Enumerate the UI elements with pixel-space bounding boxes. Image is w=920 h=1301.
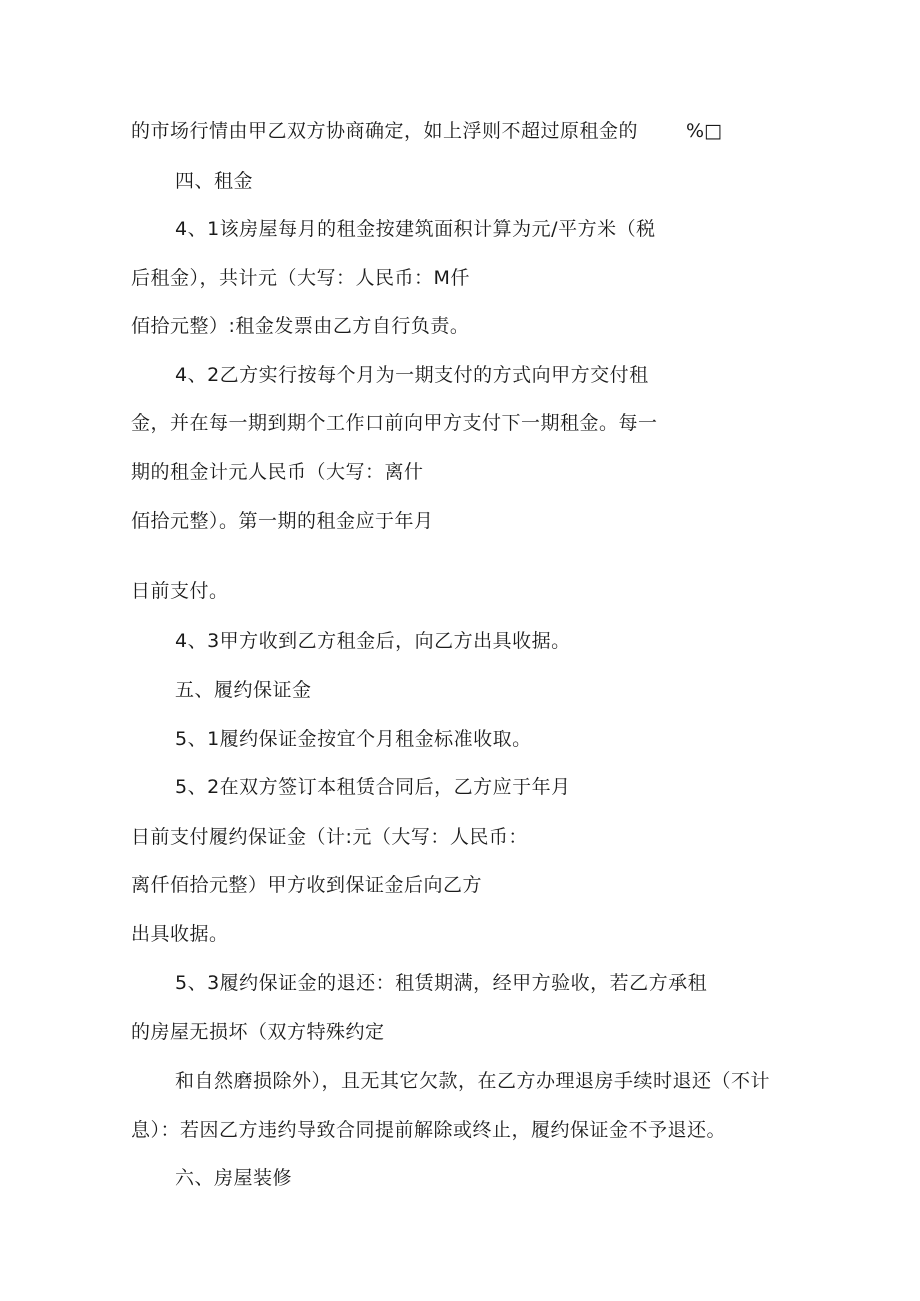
percent-mark: %□ [686, 120, 723, 142]
text-line-17: 出具收据。 [131, 923, 229, 945]
section-heading-rent: 四、租金 [175, 170, 254, 192]
text-line-1: 的市场行情由甲乙双方协商确定，如上浮则不超过原租金的 [131, 120, 639, 142]
text-line-15: 日前支付履约保证金（计:元（大写：人民币： [131, 826, 528, 848]
clause-5-1: 5、1履约保证金按宜个月租金标准收取。 [175, 728, 532, 750]
section-heading-decoration: 六、房屋装修 [175, 1167, 293, 1189]
text-line-20: 和自然磨损除外），且无其它欠款，在乙方办理退房手续时退还（不计 [175, 1070, 771, 1092]
clause-4-3: 4、3甲方收到乙方租金后，向乙方出具收据。 [175, 630, 571, 652]
clause-4-1: 4、1该房屋每月的租金按建筑面积计算为元/平方米（税 [175, 218, 656, 240]
text-line-16: 离仟佰拾元整）甲方收到保证金后向乙方 [131, 874, 483, 896]
text-line-9: 佰拾元整）。第一期的租金应于年月 [131, 510, 434, 532]
text-line-10: 日前支付。 [131, 580, 229, 602]
text-line-4: 后租金），共计元（大写：人民币：M仟 [131, 267, 470, 289]
text-line-5: 佰拾元整）:租金发票由乙方自行负责。 [131, 315, 470, 337]
clause-5-3: 5、3履约保证金的退还：租赁期满，经甲方验收，若乙方承租 [175, 972, 708, 994]
clause-5-2: 5、2在双方签订本租赁合同后，乙方应于年月 [175, 776, 571, 798]
section-heading-deposit: 五、履约保证金 [175, 679, 312, 701]
text-line-7: 金，并在每一期到期个工作口前向甲方支付下一期租金。每一 [131, 412, 658, 434]
text-line-21: 息）：若因乙方违约导致合同提前解除或终止，履约保证金不予退还。 [131, 1119, 727, 1141]
text-line-8: 期的租金计元人民币（大写：离什 [131, 461, 424, 483]
clause-4-2: 4、2乙方实行按每个月为一期支付的方式向甲方交付租 [175, 364, 649, 386]
text-line-19: 的房屋无损坏（双方特殊约定 [131, 1021, 385, 1043]
